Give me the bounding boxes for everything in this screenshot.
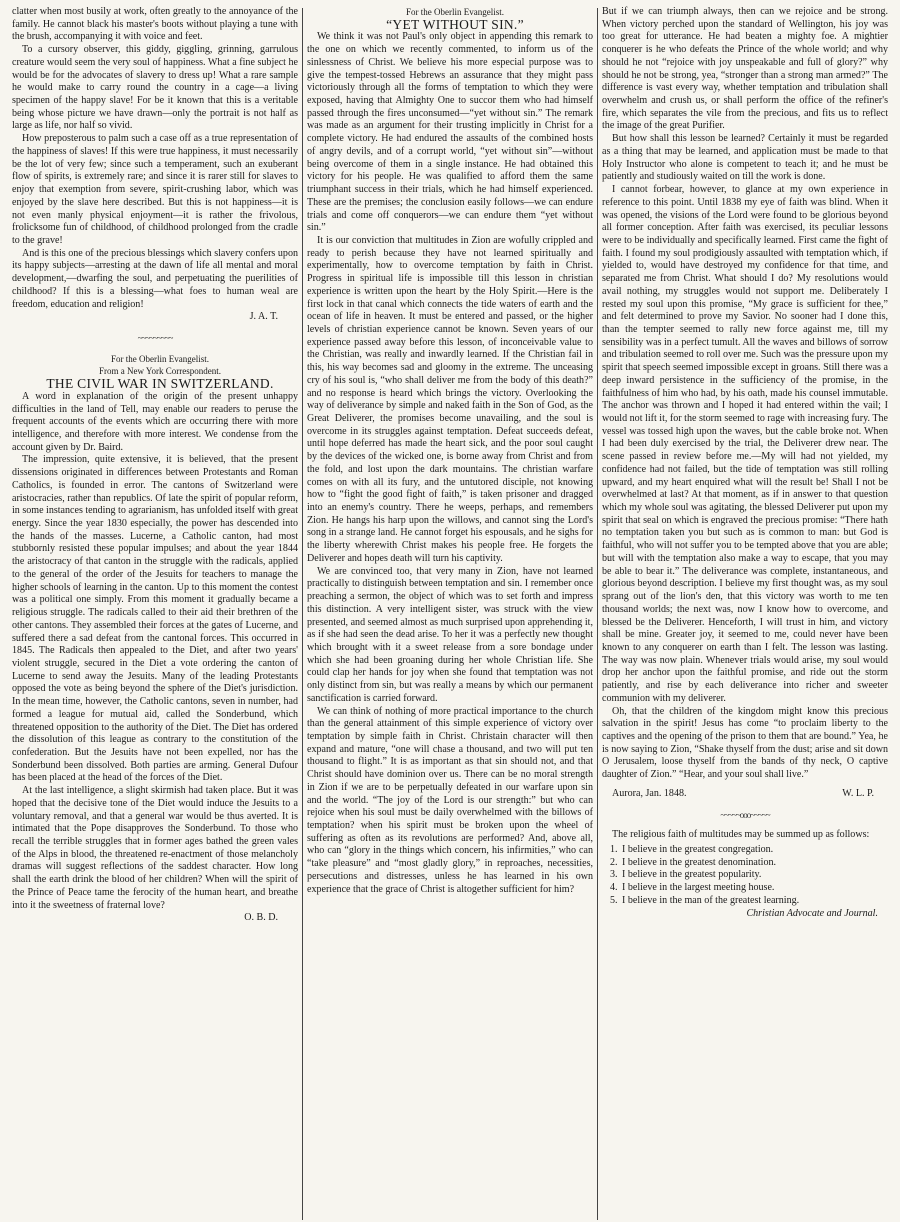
paragraph: And is this one of the precious blessings which slavery confers upon its happy subjects—arresting at the dawn of life all mental and moral development,—dwarfing the soul, and perpetuating the puerilities of childhood? If this is a blessing—what foes to human weal are freedom, education and religion! <box>12 247 298 310</box>
list-item: 2. I believe in the greatest denomination. <box>620 857 888 870</box>
paragraph: How preposterous to palm such a case off as a true representation of the happiness of slaves! If this were true happiness, it must necessarily be the lot of very few; since such a temperament, such an exuberant flow of spirits, is extremely rare; and since it is rarer still for slaves to enjoy that exemption from severe, spirit-crushing labor, which was enjoyed by the slave here described. But this is not happiness—it is not even manly physical enjoyment—it is rather the frivolous, frolicksome fun of childhood, of childhood prolonged from the cradle to the grave! <box>12 133 298 246</box>
paragraph: We can think of nothing of more practical importance to the church than the general attainment of this simple experience of victory over temptation by simple faith in Christ. Christain character will then expand and mature, “one will chase a thousand, and two will put ten thousand to flight.” It is as important as that sin should not, and that Christ should have dominion over us. There can be no moral strength in Zion if we are to be perpetually defeated in our warfare upon sin and the world. “The joy of the Lord is our strength:” but who can rejoice when his soul must be daily overwhelmed with the billows of temptation? when his spirit must be broken upon the wheel of suffering as often as its revolutions are performed? And, above all, who can “glory in the things which concern, his infirmities,” who can “take pleasure” and “most gladly glory,” in reproaches, necessities, persecutions and distresses, unless he has learned in his own experience that the grace of Christ is altogether sufficient for him? <box>307 705 593 895</box>
creed-intro: The religious faith of multitudes may be summed up as follows: <box>612 829 870 841</box>
creed-list <box>602 844 888 908</box>
section-divider: ~~~~~~~~~ <box>137 332 173 343</box>
paragraph: We think it was not Paul's only object in appending this remark to the one on which we recently commented, to inform us of the sinlessness of Christ. We believe his more especial purpose was to give the tempest-tossed Hebrews an assurance that they might pass victoriously through all the forms of temptation to which they were exposed, having that Almighty One to succor them who had himself passed through the fires unconsumed—“yet without sin.” The remark was made as an argument for their trusting implicitly in Christ for a complete victory. He had endured the assaults of the combined hosts of angry devils, and of a corrupt world, “yet without sin”—without being overcome of them in a single instance. He had obtained this victory for his people. He was qualified to afford them the same triumphant success in their trials, which he had himself experienced. These are the premises; the conclusion easily follows—we can endure trials and come off conquerors—we can endure them “yet without sin.” <box>307 31 593 234</box>
article-subcredit: From a New York Correspondent. <box>99 366 221 377</box>
signature: J. A. T. <box>249 311 278 323</box>
paragraph: clatter when most busily at work, often greatly to the annoyance of the family. He cannot black his master's boots without playing a tune with the brush, accompanying it with voice and feet. <box>12 6 298 43</box>
paragraph: At the last intelligence, a slight skirmish had taken place. But it was hoped that the decisive tone of the Diet would induce the Jesuits to a voluntary removal, and that a general war would be thus averted. It is intimated that the Pope disapproves the Sonderbund. To those who recall the terrible struggles that in former ages bathed the green vales of the Alps in blood, the threatened re-enactment of those melancholy dramas will suggest reflections of the saddest character. How long shall the earth drink the blood of her children? When will the spirit of the Prince of Peace tame the ferocity of the human heart, and breathe into it the sweetness of fraternal love? <box>12 785 298 911</box>
paragraph: I cannot forbear, however, to glance at my own experience in reference to this point. Until 1838 my eye of faith was blind. When it was opened, the visions of the Lord were found to be glorious beyond all former conception. After faith was exercised, its peculiar lessons were to be individually and specifically learned. First came the fight of faith. I found my soul prodigiously assaulted with temptation which, if yielded to, would have destroyed my confidence for that time, and separated me from Christ. What should I do? My resolutions would avail nothing, my struggles would not support me. Deliberately I rested my soul upon this promise, “My grace is sufficient for thee,” and felt determined to prove my Savior. No sooner had I done this, than the tempter seemed to rally new force against me, till my sensibility was in a perfect tumult. All the waves and billows of sorrow and tribulation seemed to roll over me. Such was the pressure upon my spirit that speech seemed impossible except in groans. Still there was a deep inward persistence in the sufficiency of the promise, in the faithfulness of him who had, by his oath, made his counsel immutable. The anchor was thrown and I hoped it had entered within the vail; I would not lift it, for the storm seemed to rage with increasing fury. The vessel was tossed high upon the waves, but the cable broke not. When I had been duly exercised by the trial, the Deliverer drew near. The scene passed in review before me.—My will had not yielded, my confidence had not failed, but the tide of temptation was still rolling upward, and my heart enquired what will the result be! Shall I not be overwhelmed at last? At that moment, as if in answer to that question which my whole soul was agitating, the blessed Deliverer put upon my spirit that seal on which is engraved the precious promise: “There hath no temptation taken you but such as is common to man: but God is faithful, who will not suffer you to be tempted above that you are able; but will with the temptation also make a way to escape, that you may be able to bear it.” The deliverance was complete, instantaneous, and glorious beyond description. I believe my first thought was, as my soul sprang out of the lion's den, that this victory was worth to me ten thousand worlds; the next was, now I know how to overcome, and blessed be the Deliverer. Henceforth, I will trust in him, and victory shall be mine. Greater joy, it seemed to me, could never have been known to any conquerer on earth than I felt. The lesson was lasting. The way was now plain. Whenever trials would arise, my soul would drop her anchor upon the faithful promise, and ride out the storm patiently, and rise by each deliverance into richer and sweeter communion with my deliverer. <box>602 184 889 704</box>
paragraph: The impression, quite extensive, it is believed, that the present dissensions originated in differences between Protestants and Roman Catholics, is founded in error. The cantons of Switzerland were aristocracies, rather than republics. Of late the spirit of popular reform, in some instances tending to agrarianism, has unfolded itself with great energy. Since the year 1830 especially, the power has descended into the hands of the masses. Lucerne, a Catholic canton, had most stubbornly resisted these popular impulses; and about the year 1844 the aristocracy of that canton in the struggle with the radicals, applied to the general of the order of the Jesuits for teachers to manage the higher schools of learning in the canton. Up to this moment the contest was a political one simply. From this moment it gradually became a religious struggle. The radicals called to their aid their brethren of the other cantons. They assembled their forces at the gates of Lucerne, and suffered there a sad defeat from the cantonal forces. This occurred in 1845. The Radicals then appealed to the Diet, and after two years' violent struggle, secured in the Diet a vote ordering the canton of Lucerne to send away the Jesuits. Many of the leading Protestants opposed the vote as being beyond the sphere of the Diet's jurisdiction. In the mean time, however, the Catholic cantons, seven in number, had formed a league for mutual aid, called the Sonderbund, which threatened opposition to the authority of the Diet. The Diet has ordered the dissolution of this league as contrary to the constitution of the confederation. But the Jesuits have not been expelled, nor has the Sonderbund been dissolved. Both parties are arming. General Dufour has been placed at the head of the forces of the Diet. <box>12 454 298 784</box>
list-item: 5. I believe in the man of the greatest learning. <box>620 895 888 908</box>
column-2 <box>303 6 597 1218</box>
section-divider: ~~~~~ooo~~~~~ <box>720 809 770 820</box>
list-item: 4. I believe in the largest meeting house. <box>620 882 888 895</box>
article-title: THE CIVIL WAR IN SWITZERLAND. <box>46 376 274 392</box>
dateline: Aurora, Jan. 1848. <box>612 787 687 799</box>
paragraph: But if we can triumph always, then can we rejoice and be strong. When victory perched upon the standard of Wellington, his joy was too great for utterance. He had beaten a mighty foe. A mightier conquerer is he who defeats the Prince of the whole world; and why should he not “rejoice with joy unspeakable and full of glory?” why should he not be strong, yea, “stronger than a strong man armed?” The difference is vast every way, whether temptation and tribulation shall overwhelm and crush us, or shall perform the office of the refiner's fire, which separates the vile from the precious, and fits us to reflect the image of the great Purifier. <box>602 6 888 132</box>
signature: W. L. P. <box>842 787 874 799</box>
paragraph: It is our conviction that multitudes in Zion are wofully crippled and ready to perish because they have not learned spiritually and experimentally, how to overcome temptation by faith in Christ. Progress in spiritual life is impossible till this lesson in christian experience is written upon the heart by the Holy Spirit.—Here is the first lock in that canal which connects the tide waters of earth and the ocean of life in heaven. It must be entered and passed, or the higher levels of christian experience cannot be known. Seven years of our experience passed away before this lesson, of inconceivable value to the Christian, was really and inwardly learned. If the Christian fail in this, his way becomes sad and gloomy in the extreme. The unceasing cry of his soul is, “who shall deliver me from the body of this death?” and no response is heard which brings the victory. Overlooking the way of deliverance by simple and naked faith in the Son of God, as the Great Deliverer, the promises become unavailing, and the soul is overcome in its struggles against temptation. Defeat succeeds defeat, until hope deferred has made the heart sick, and the poor soul caught by the devices of the wicked one, is borne away from Christ and from the fold, and lost upon the dark mountains. The christian warfare comes on with all its fury, and the untutored disciple, not knowing how to “fight the good fight of faith,” is taken prisoner and dragged into an enemy's country. There he weeps, perhaps, and remembers Zion. He hangs his harp upon the willows, and cannot sing the Lord's song in a strange land. He cannot forget his espousals, and he sighs for the liberty wherewith Christ makes his people free. He forgets the Deliverer and hopes death will turn his captivity. <box>307 234 593 564</box>
source-credit: Christian Advocate and Journal. <box>746 907 878 919</box>
article-credit: For the Oberlin Evangelist. <box>406 7 504 17</box>
list-item: 3. I believe in the greatest popularity. <box>620 869 888 882</box>
column-3 <box>598 6 892 1218</box>
article-title: “YET WITHOUT SIN.” <box>386 16 524 32</box>
signature: O. B. D. <box>244 912 278 924</box>
signature-row <box>602 788 888 801</box>
article-credit: For the Oberlin Evangelist. <box>111 353 209 364</box>
paragraph: To a cursory observer, this giddy, giggling, grinning, garrulous creature would seem the very soul of happiness. What a fine subject he would be for the advocates of slavery to dress up! What a rare sample he would make to carry round the country in a cage—a living specimen of the happy slave! For be it known that this is a veritable being whose picture we have drawn—only the portrait is not half as large as life, nor half so vivid. <box>12 44 298 132</box>
list-item: 1. I believe in the greatest congregation. <box>620 844 888 857</box>
column-1 <box>8 6 302 1218</box>
paragraph: But how shall this lesson be learned? Certainly it must be regarded as a thing that may be learned, and application must be made to that Holy Instructor who alone is competent to teach it; and he must be patiently and studiously waited on till the work is done. <box>602 133 888 183</box>
paragraph: Oh, that the children of the kingdom might know this precious salvation in the spirit! Jesus has come “to proclaim liberty to the captives and the opening of the prison to them that are bound.” Yea, he is now saying to Zion, “Shake thyself from the dust; arise and sit down O Jerusalem, loose thyself from the bands of thy neck, O captive daughter of Zion.” “Hear, and your soul shall live.” <box>602 705 888 781</box>
paragraph: We are convinced too, that very many in Zion, have not learned practically to distinguish between temptation and sin. I remember once preaching a sermon, the object of which was to set forth and impress this distinction. A very intelligent sister, was struck with the view presented, and seemed almost as much surprised upon apprehending it, as if she had seen the dead arise. To her it was a perfectly new thought which brought with it a sweet release from a sore bondage under which she had been groaning during her whole Christian life. She could clap her hands for joy when she found that temptation was not only distinct from sin, but was really a means by which our permanent sanctification is carried forward. <box>307 565 593 704</box>
paragraph: A word in explanation of the origin of the present unhappy difficulties in the land of Tell, may enable our readers to peruse the frequent accounts of the events which are occurring there with more intelligence, and therefore with more interest. We condense from the account given by Dr. Baird. <box>12 390 298 453</box>
